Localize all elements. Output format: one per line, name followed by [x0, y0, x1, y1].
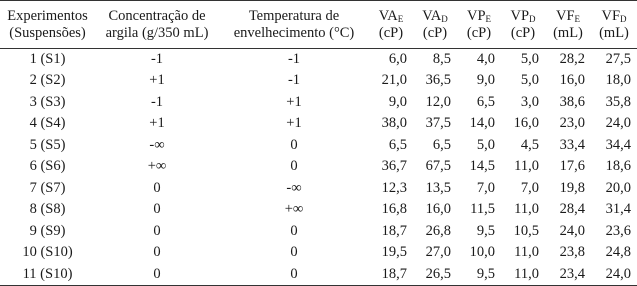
cell-concentracao-argila: +1 [149, 72, 165, 89]
cell-va-e: 19,5 [381, 244, 407, 261]
header-line2: (cP) [422, 24, 448, 41]
cell-concentracao-argila: 0 [153, 201, 161, 218]
cell-vf-e: 28,2 [559, 51, 585, 67]
cell-va-d: 27,0 [425, 244, 451, 261]
cell-vp-d: 11,0 [514, 201, 539, 218]
cell-vp-e: 6,5 [476, 93, 495, 110]
cell-vp-d: 3,0 [520, 93, 539, 110]
header-subscript: D [529, 13, 536, 24]
cell-vf-e: 24,0 [559, 222, 585, 239]
cell-vf-d: 18,0 [605, 72, 631, 89]
cell-vp-d: 7,0 [520, 179, 539, 196]
table-body [0, 49, 637, 286]
cell-vp-e: 9,0 [476, 72, 495, 89]
cell-experimentos: 3 (S3) [29, 93, 66, 110]
cell-concentracao-argila: 0 [153, 179, 161, 196]
cell-concentracao-argila: +1 [149, 115, 165, 132]
cell-temperatura-envelhecimento: 0 [290, 158, 298, 175]
table-row [0, 221, 637, 243]
cell-va-d: 16,0 [425, 201, 451, 218]
cell-vp-d: 5,0 [520, 72, 539, 89]
header-subscript: E [397, 13, 404, 24]
cell-va-e: 16,8 [381, 201, 407, 218]
cell-experimentos: 9 (S9) [29, 222, 66, 239]
cell-va-d: 12,0 [425, 93, 451, 110]
cell-va-d: 26,5 [413, 264, 457, 286]
cell-vf-d: 23,6 [605, 222, 631, 239]
cell-vf-d: 20,0 [605, 179, 631, 196]
table-row [0, 264, 637, 286]
cell-va-d: 13,5 [425, 179, 451, 196]
table-row [0, 242, 637, 264]
cell-vf-d: 31,4 [605, 201, 631, 218]
cell-vf-e: 38,6 [559, 93, 585, 110]
cell-va-e: 6,0 [388, 51, 407, 67]
cell-va-e: 18,7 [369, 264, 413, 286]
header-line2: (mL) [599, 24, 629, 41]
cell-vp-d: 11,0 [501, 264, 545, 286]
header-vp-d [501, 1, 545, 49]
table-row [0, 178, 637, 200]
cell-temperatura-envelhecimento: -1 [287, 72, 301, 89]
header-line1: Temperatura de [248, 7, 340, 24]
cell-va-e: 36,7 [381, 158, 407, 175]
cell-vf-d: 24,8 [605, 244, 631, 261]
cell-va-d: 37,5 [425, 115, 451, 132]
header-line1: Experimentos [7, 7, 88, 24]
cell-vf-e: 28,4 [559, 201, 585, 218]
cell-vf-e: 19,8 [559, 179, 585, 196]
cell-va-d: 8,5 [432, 51, 451, 67]
cell-va-d: 36,5 [425, 72, 451, 89]
cell-vf-e: 23,4 [545, 264, 591, 286]
cell-vf-d: 34,4 [605, 136, 631, 153]
cell-va-e: 38,0 [381, 115, 407, 132]
header-temperatura-envelhecimento [219, 1, 369, 49]
cell-vp-e: 7,0 [476, 179, 495, 196]
table-header [0, 1, 637, 49]
cell-temperatura-envelhecimento: -1 [287, 51, 301, 67]
header-line1: VP [466, 7, 486, 24]
header-vf-e [545, 1, 591, 49]
header-row [0, 1, 637, 49]
header-line1: VF [555, 7, 575, 24]
header-line1: VF [601, 7, 621, 24]
header-vf-d [591, 1, 637, 49]
cell-experimentos: 1 (S1) [29, 51, 66, 67]
cell-va-e: 9,0 [388, 93, 407, 110]
cell-vf-e: 17,6 [559, 158, 585, 175]
cell-vp-d: 16,0 [513, 115, 539, 132]
header-line2: (Suspensões) [9, 24, 86, 41]
header-line2: (cP) [466, 24, 492, 41]
cell-temperatura-envelhecimento: 0 [290, 136, 298, 153]
cell-experimentos: 7 (S7) [29, 179, 66, 196]
cell-vf-d: 24,0 [591, 264, 637, 286]
cell-concentracao-argila: 0 [153, 244, 161, 261]
cell-concentracao-argila: -∞ [149, 136, 165, 153]
cell-experimentos: 10 (S10) [22, 244, 73, 261]
cell-vp-e: 14,5 [469, 158, 495, 175]
cell-vp-e: 10,0 [469, 244, 495, 261]
cell-va-e: 21,0 [381, 72, 407, 89]
header-line2: (mL) [553, 24, 583, 41]
header-subscript: E [485, 13, 492, 24]
cell-temperatura-envelhecimento: +1 [286, 93, 302, 110]
header-experimentos [0, 1, 95, 49]
cell-vf-e: 16,0 [559, 72, 585, 89]
cell-concentracao-argila: -1 [150, 93, 164, 110]
cell-vf-e: 23,8 [559, 244, 585, 261]
table-row [0, 135, 637, 157]
cell-va-e: 18,7 [381, 222, 407, 239]
header-line1: VA [422, 7, 442, 24]
header-line2: argila (g/350 mL) [105, 24, 209, 41]
header-subscript: D [620, 13, 627, 24]
table-row [0, 113, 637, 135]
cell-temperatura-envelhecimento: +∞ [284, 201, 304, 218]
cell-vp-e: 9,5 [476, 222, 495, 239]
header-line1: VP [510, 7, 530, 24]
header-va-d [413, 1, 457, 49]
cell-vp-d: 4,5 [520, 136, 539, 153]
cell-temperatura-envelhecimento: 0 [290, 222, 298, 239]
cell-vp-e: 14,0 [469, 115, 495, 132]
cell-experimentos: 8 (S8) [29, 201, 66, 218]
cell-vf-e: 23,0 [559, 115, 585, 132]
cell-vf-d: 27,5 [605, 51, 631, 67]
cell-vp-e: 9,5 [457, 264, 501, 286]
cell-va-d: 6,5 [432, 136, 451, 153]
table-row [0, 92, 637, 114]
cell-concentracao-argila: 0 [95, 264, 219, 286]
cell-va-e: 6,5 [388, 136, 407, 153]
table-row [0, 49, 637, 71]
cell-vp-e: 11,5 [470, 201, 495, 218]
cell-vp-d: 5,0 [520, 51, 539, 67]
header-concentracao-argila [95, 1, 219, 49]
cell-temperatura-envelhecimento: -∞ [286, 179, 302, 196]
header-va-e [369, 1, 413, 49]
cell-experimentos: 4 (S4) [29, 115, 66, 132]
cell-vf-d: 24,0 [605, 115, 631, 132]
cell-vf-e: 33,4 [559, 136, 585, 153]
cell-temperatura-envelhecimento: 0 [219, 264, 369, 286]
table-row [0, 199, 637, 221]
cell-vp-e: 4,0 [476, 51, 495, 67]
cell-vp-d: 10,5 [513, 222, 539, 239]
cell-temperatura-envelhecimento: 0 [290, 244, 298, 261]
cell-concentracao-argila: +∞ [147, 158, 167, 175]
cell-concentracao-argila: -1 [150, 51, 164, 67]
header-line2: envelhecimento (°C) [233, 24, 355, 41]
cell-va-e: 12,3 [381, 179, 407, 196]
cell-vp-d: 11,0 [514, 244, 539, 261]
header-subscript: D [441, 13, 448, 24]
header-line2: (cP) [510, 24, 536, 41]
cell-experimentos: 5 (S5) [29, 136, 66, 153]
cell-concentracao-argila: 0 [153, 222, 161, 239]
cell-experimentos: 6 (S6) [29, 158, 66, 175]
header-line2: (cP) [378, 24, 404, 41]
header-vp-e [457, 1, 501, 49]
cell-experimentos: 2 (S2) [29, 72, 66, 89]
cell-experimentos: 11 (S10) [0, 264, 95, 286]
cell-vp-e: 5,0 [476, 136, 495, 153]
header-subscript: E [574, 13, 581, 24]
cell-temperatura-envelhecimento: +1 [286, 115, 302, 132]
cell-vf-d: 35,8 [605, 93, 631, 110]
cell-va-d: 67,5 [425, 158, 451, 175]
table-row [0, 70, 637, 92]
header-line1: Concentração de [108, 7, 206, 24]
cell-vp-d: 11,0 [514, 158, 539, 175]
table-row [0, 156, 637, 178]
cell-vf-d: 18,6 [605, 158, 631, 175]
cell-va-d: 26,8 [425, 222, 451, 239]
header-line1: VA [378, 7, 398, 24]
